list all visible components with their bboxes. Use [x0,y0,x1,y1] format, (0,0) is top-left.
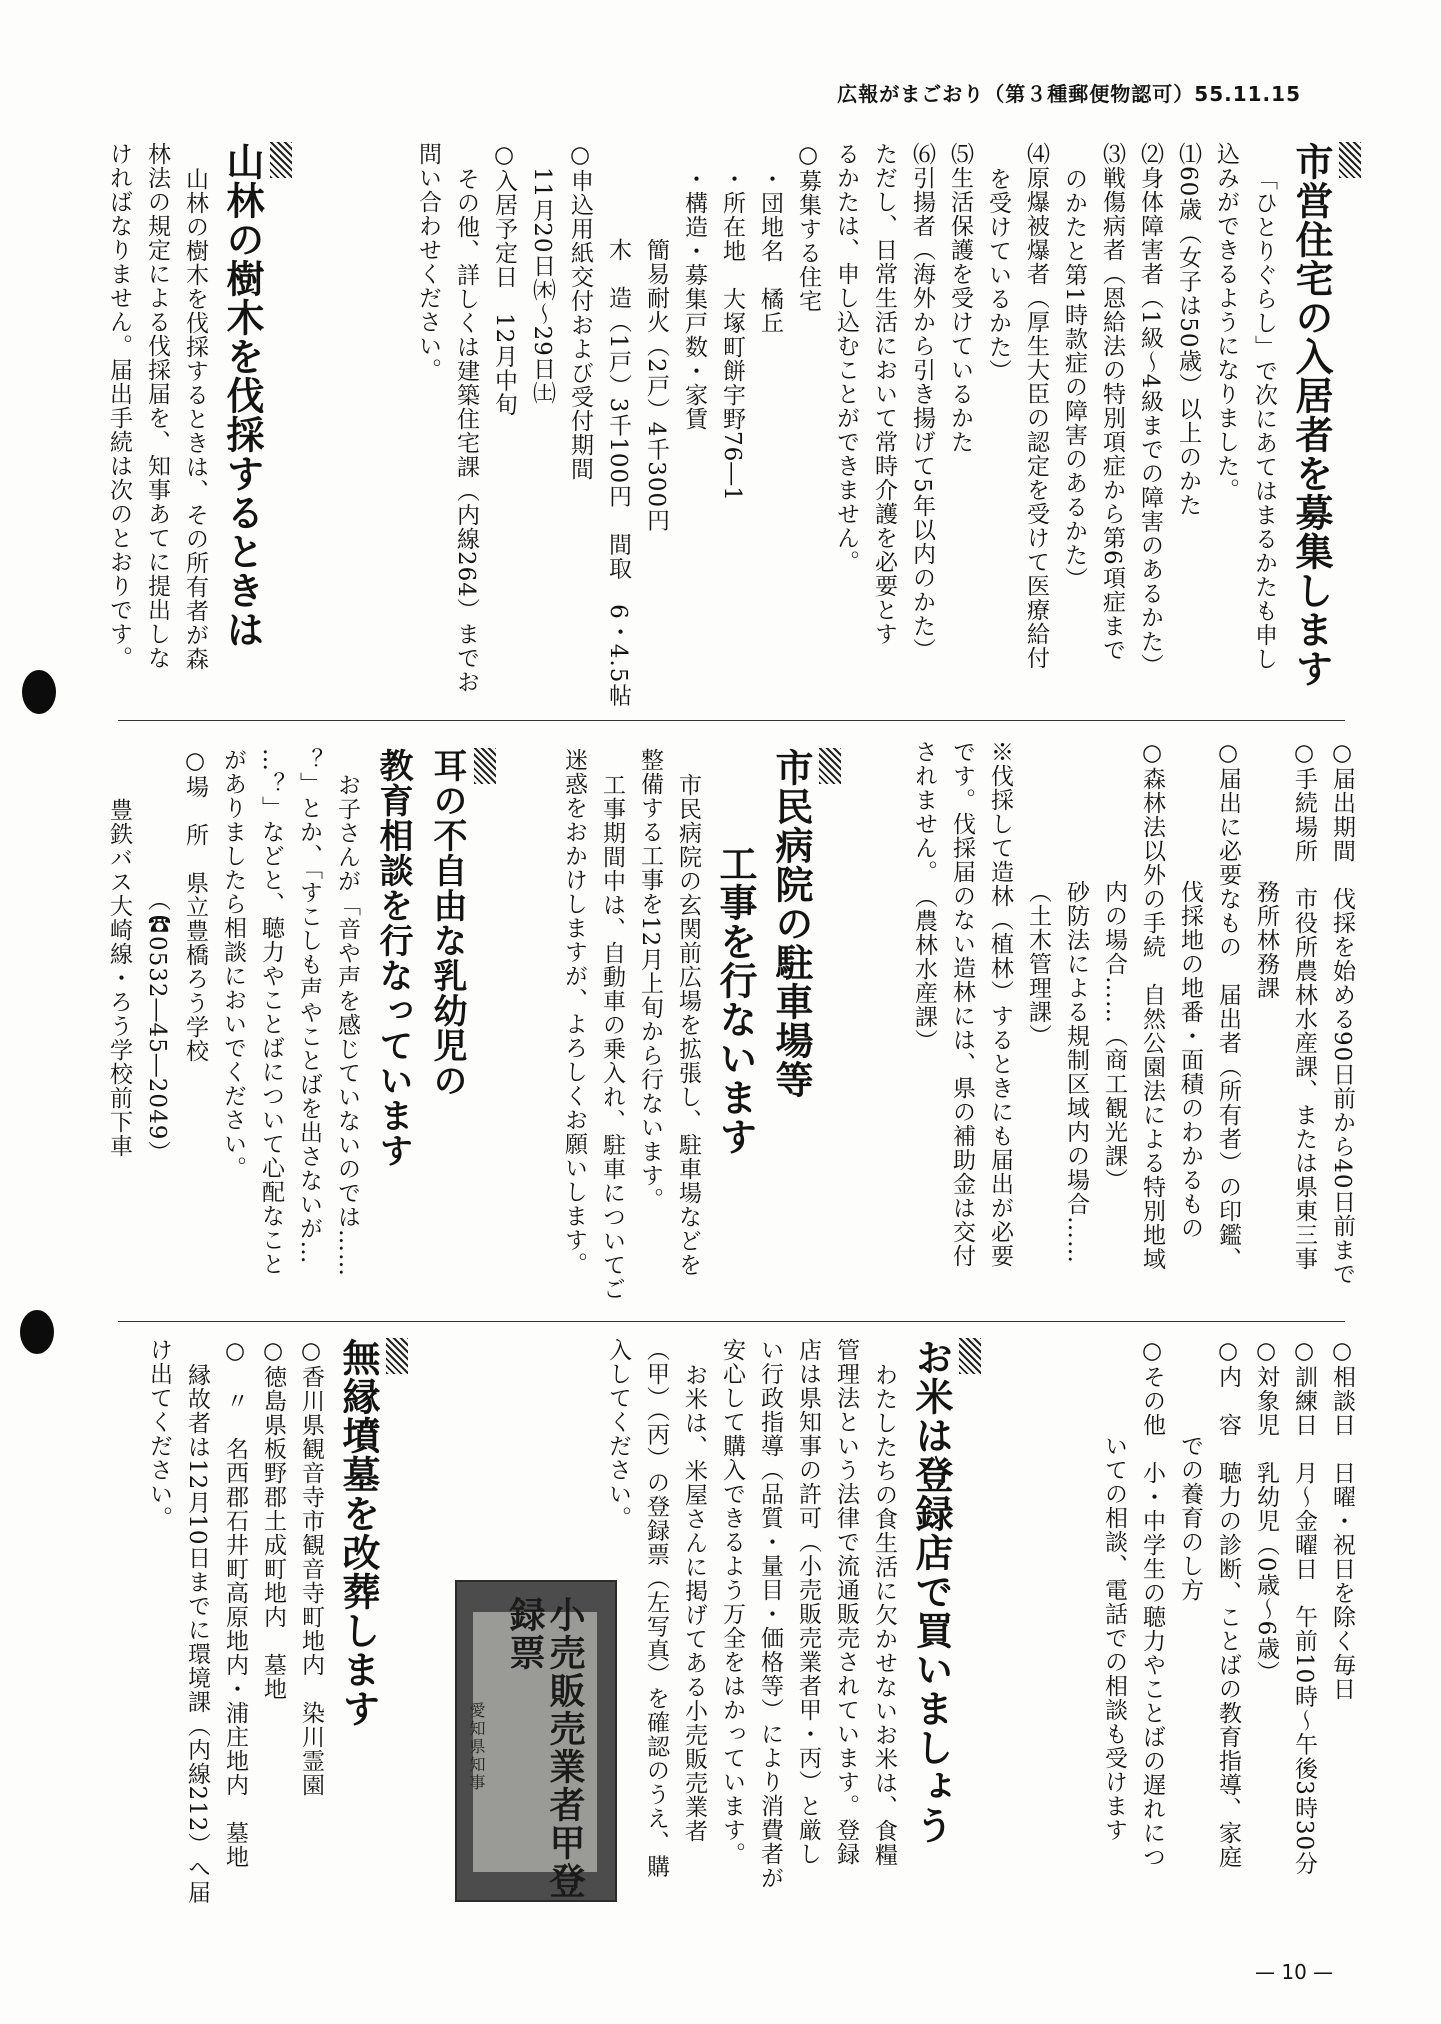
text-line: 管理法という法律で流通販売されています。登録 [833,1338,859,1866]
text-line: ○相談日 日曜・祝日を除く毎日 [1329,1338,1355,1701]
text-line: （甲）（丙）の登録票（左写真）を確認のうえ、購 [643,1338,669,1879]
text-line: ⑸生活保護を受けているかた [947,142,973,454]
graves-title: 無縁墳墓を改葬します [330,1338,408,1728]
forest-procedure [905,740,1361,1286]
text-line: ければなりません。届出手続は次のとおりです。 [106,142,132,670]
text-line: されません。 （農林水産課） [911,740,937,1053]
text-line: ただし、日常生活において常時介護を必要とす [871,142,897,646]
text-line: ⑶戦傷病者（恩給法の特別項症から第6項症まで [1099,142,1125,662]
text-line: ○内 容 聴力の診断、ことばの教育指導、家庭 [1215,1338,1241,1869]
text-line: 入してください。 [605,1338,631,1530]
binder-hole [20,1310,54,1354]
text-line: お子さんが「音や声を感じていないのでは…… [334,773,360,1277]
hospital-article [555,748,841,1301]
text-line: いての相談、電話での相談も受けます [1101,1434,1127,1842]
text-line: 山林の樹木を伐採するときは、その所有者が森 [182,167,208,671]
text-line: 伐採地の地番・面積のわかるもの [1177,880,1203,1240]
text-line: 安心して購入できるよう万全をはかっています。 [719,1338,745,1866]
hearing-body [100,748,366,1277]
text-line: 店は県知事の許可（小売販売業者甲・丙）と厳し [795,1338,821,1866]
hospital-subtitle: 工事を行ないます [713,844,757,1156]
text-line: 問い合わせください。 [415,142,441,382]
rice-body [599,1338,903,1890]
text-line: 込みができるようになりました。 [1213,142,1239,502]
text-line: 木 造（1戸）3千100円 間取 6・4.5帖 [605,238,631,708]
text-line: ○申込用紙交付および受付期間 [567,142,593,481]
text-line: ○徳島県板野郡土成町地内 墓地 [260,1338,286,1701]
section-divider [118,720,1345,721]
text-line: ○対象児 乳幼児（0歳～6歳） [1253,1338,1279,1685]
text-line: （土木管理課） [1025,880,1051,1048]
text-line: い行政指導（品質・量目・価格等）により消費者が [757,1338,783,1890]
text-line: わたしたちの食生活に欠かせないお米は、食糧 [871,1363,897,1867]
hatch-mark-icon [959,1338,981,1374]
text-line: ※伐採して造林（植林）するときにも届出が必要 [987,740,1013,1268]
hospital-body [555,748,707,1301]
photo-caption: 小売販売業者甲登録票 [504,1596,586,1900]
text-line: 砂防法による規制区域内の場合…… [1063,880,1089,1264]
text-line: ○その他 小・中学生の聴力やことばの遅れにつ [1139,1338,1165,1869]
hearing-article [100,748,496,1277]
forest-procedure-body [905,740,1361,1286]
binder-hole [22,670,56,714]
hatch-mark-icon [474,748,496,784]
text-line: ○香川県観音寺市観音寺町地内 染川霊園 [298,1338,324,1797]
hearing-subtitle: 教育相談を行なっています [373,748,413,1168]
graves-body [140,1338,330,1904]
text-line: での養育のし方 [1177,1434,1203,1602]
text-line: 縁故者は12月10日までに環境課（内線212）へ届 [184,1363,210,1905]
text-line: ？」とか、「すこしも声やことばを出さないが… [296,748,322,1265]
text-line: 11月20日㈭～29日㈯ [529,167,555,405]
text-line: です。伐採届のない造林には、県の補助金は交付 [949,740,975,1268]
hearing-title: 耳の不自由な乳幼児の [420,748,496,1098]
text-line: 簡易耐火（2戸）4千300円 [643,238,669,533]
hatch-mark-icon [270,142,292,178]
rice-registration-photo [455,1580,617,1902]
text-line: るかたは、申し込むことができません。 [833,142,859,574]
text-line: 務所林務課 [1253,880,1279,1000]
photo-issuer: 愛知県知事 [467,1702,486,1792]
text-line: ・団地名 橘丘 [757,167,783,335]
text-line: 林法の規定による伐採届を、知事あてに提出しな [144,142,170,670]
text-line: …？」などと、聴力やことばについて心配なこと [258,748,284,1276]
text-line: お米は、米屋さんに掲げてある小売販売業者 [681,1363,707,1843]
text-line: ・所在地 大塚町餅宇野76―1 [719,167,745,502]
text-line: ○訓練日 月～金曜日 午前10時～午後3時30分 [1291,1338,1317,1876]
text-line: ・構造・募集戸数・家賃 [681,167,707,431]
text-line: 豊鉄バス大崎線・ろう学校前下車 [106,798,132,1158]
housing-article [409,142,1361,707]
text-line: ○募集する住宅 [795,142,821,313]
forest-article [100,142,292,671]
text-line: がありましたら相談においでください。 [220,748,246,1180]
text-line: ⑹引揚者（海外から引き揚げて5年以内のかた） [909,142,935,662]
text-line: 迷惑をおかけしますが、よろしくお願いします。 [561,748,587,1276]
text-line: （☎0532―45―2049） [144,888,170,1165]
forest-title: 山林の樹木を伐採するときは [214,142,292,649]
text-line: のかたと第1時款症の障害のあるかた） [1061,167,1087,591]
text-line: け出てください。 [146,1338,172,1530]
graves-article [140,1338,408,1904]
forest-body [100,142,214,671]
rice-article [599,1338,981,1890]
text-line: 整備する工事を12月上旬から行ないます。 [637,748,663,1212]
rice-title: お米は登録店で買いましょう [903,1338,981,1845]
text-line: ○届出期間 伐採を始める90日前から40日前まで [1329,740,1355,1286]
text-line: ⑴60歳（女子は50歳）以上のかた [1175,142,1201,517]
text-line: ○ 〃 名西郡石井町高原地内・浦庄地内 墓地 [222,1338,248,1869]
hearing-schedule-body [1095,1338,1361,1875]
hatch-mark-icon [819,748,841,784]
text-line: 市民病院の玄関前広場を拡張し、駐車場などを [675,773,701,1277]
text-line: ○届出に必要なもの 届出者（所有者）の印鑑、 [1215,740,1241,1271]
housing-body [409,142,1283,707]
newsletter-header: 広報がまごおり（第３種郵便物認可）55.11.15 [837,82,1301,106]
hatch-mark-icon [386,1338,408,1374]
section-divider [118,1321,1345,1322]
text-line: 内の場合……（商工観光課） [1101,880,1127,1192]
text-line: ○入居予定日 12月中旬 [491,142,517,417]
text-line: その他、詳しくは建築住宅課（内線264）までお [453,167,479,694]
page-number: — 10 — [1255,1960,1334,1984]
hospital-title: 市民病院の駐車場等 [763,748,841,1099]
text-line: ⑵身体障害者（1級～4級までの障害のあるかた） [1137,142,1163,678]
text-line: ⑷原爆被爆者（厚生大臣の認定を受けて医療給付 [1023,142,1049,670]
text-line: 工事期間中は、自動車の乗入れ、駐車についてご [599,773,625,1301]
hearing-schedule [1095,1338,1361,1875]
text-line: 「ひとりぐらし」で次にあてはまるかたも申し [1251,167,1277,671]
housing-title: 市営住宅の入居者を募集します [1283,142,1361,688]
text-line: を受けているかた） [985,167,1011,383]
text-line: ○森林法以外の手続 自然公園法による特別地域 [1139,740,1165,1271]
hatch-mark-icon [1339,142,1361,178]
text-line: ○手続場所 市役所農林水産課、または県東三事 [1291,740,1317,1271]
text-line: ○場 所 県立豊橋ろう学校 [182,748,208,1063]
